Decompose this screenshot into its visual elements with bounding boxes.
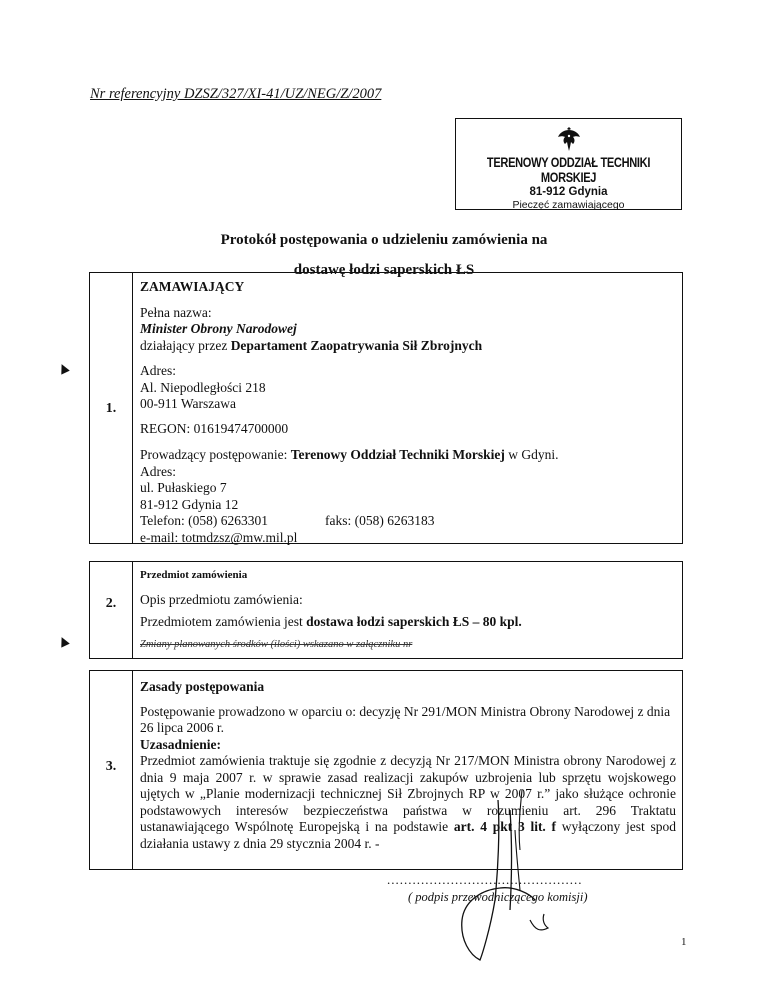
- full-name: Minister Obrony Narodowej: [140, 321, 297, 336]
- signature-label: ( podpis przewodniczącego komisji): [408, 890, 588, 904]
- procedure-basis: Postępowanie prowadzono w oparciu o: decyzję Nr 291/MON Ministra Obrony Narodowej z dnia 26 lipca 2006 r.: [140, 703, 671, 735]
- address-line1: Al. Niepodległości 218: [140, 379, 266, 395]
- contact-phone-fax: Telefon: (058) 6263301 faks: (058) 6263183: [140, 513, 435, 528]
- section-number: 1.: [105, 401, 117, 416]
- document-title-line2: dostawę łodzi saperskich ŁS: [293, 262, 475, 278]
- regon-number: REGON: 01619474700000: [140, 420, 289, 436]
- signature-line: ..............................................: [387, 872, 583, 887]
- reference-number: Nr referencyjny DZSZ/327/XI-41/UZ/NEG/Z/2007: [90, 86, 382, 102]
- section-subject: [89, 561, 683, 659]
- conductor-address-label: Adres:: [140, 463, 176, 479]
- conducting-party: Prowadzący postępowanie: Terenowy Oddział Techniki Morskiej w Gdyni.: [140, 447, 559, 462]
- margin-mark: ▲: [52, 630, 75, 653]
- section-procedure-rules: [89, 670, 683, 870]
- justification-text: Przedmiot zamówienia traktuje się zgodnie z decyzją Nr 217/MON Ministra obrony Narodowej z dnia 9 maja 2007 r. w sprawie zasad realizacji zakupów uzbrojenia lub sprzętu wojskowego ujętych w „Planie modernizacji technicznej Sił Zbrojnych RP w 2007 r.” jako służące ochronie podstawowych interesów bezpieczeństwa państwa w rozumieniu art. 296 Traktatu ustanawiającego Wspólnotę Europejską i na podstawie art. 4 pkt 3 lit. f wyłączony jest spod działania ustawy z dnia 29 stycznia 2004 r. -: [140, 753, 676, 851]
- stamp-organization-name: TERENOWY ODDZIAŁ TECHNIKI MORSKIEJ: [486, 155, 651, 185]
- struck-note: Zmiany planowanych środków (ilości) wskazano w załączniku nr: [140, 638, 413, 650]
- address-line2: 00-911 Warszawa: [140, 396, 237, 411]
- description-label: Opis przedmiotu zamówienia:: [140, 591, 303, 607]
- stamp-address: 81-912 Gdynia: [529, 186, 608, 198]
- page-number: 1: [681, 936, 687, 948]
- address-label: Adres:: [140, 363, 176, 378]
- conductor-city: 81-912 Gdynia 12: [140, 496, 239, 512]
- section-heading: ZAMAWIAJĄCY: [140, 279, 245, 294]
- email-link[interactable]: totmdzsz@mw.mil.pl: [181, 529, 298, 545]
- contact-email: e-mail: totmdzsz@mw.mil.pl: [140, 529, 298, 545]
- justification-label: Uzasadnienie:: [140, 736, 221, 752]
- eagle-emblem-icon: [557, 125, 581, 153]
- section-heading: Zasady postępowania: [140, 679, 265, 694]
- document-title-line1: Protokół postępowania o udzieleniu zamówienia na: [220, 232, 548, 248]
- section-number: 2.: [105, 596, 117, 611]
- section-heading: Przedmiot zamówienia: [140, 569, 248, 581]
- margin-mark: ▲: [52, 357, 75, 380]
- subject-text: Przedmiotem zamówienia jest dostawa łodzi saperskich ŁS – 80 kpl.: [140, 614, 522, 629]
- stamp-label: Pieczęć zamawiającego: [512, 199, 625, 211]
- full-name-label: Pełna nazwa:: [140, 304, 212, 320]
- handwritten-signature-icon: [440, 790, 590, 970]
- official-stamp: [455, 118, 682, 210]
- section-contracting-authority: [89, 272, 683, 544]
- acting-through: działający przez Departament Zaopatrywania Sił Zbrojnych: [140, 337, 483, 353]
- conductor-street: ul. Pułaskiego 7: [140, 480, 227, 495]
- section-number: 3.: [105, 759, 117, 774]
